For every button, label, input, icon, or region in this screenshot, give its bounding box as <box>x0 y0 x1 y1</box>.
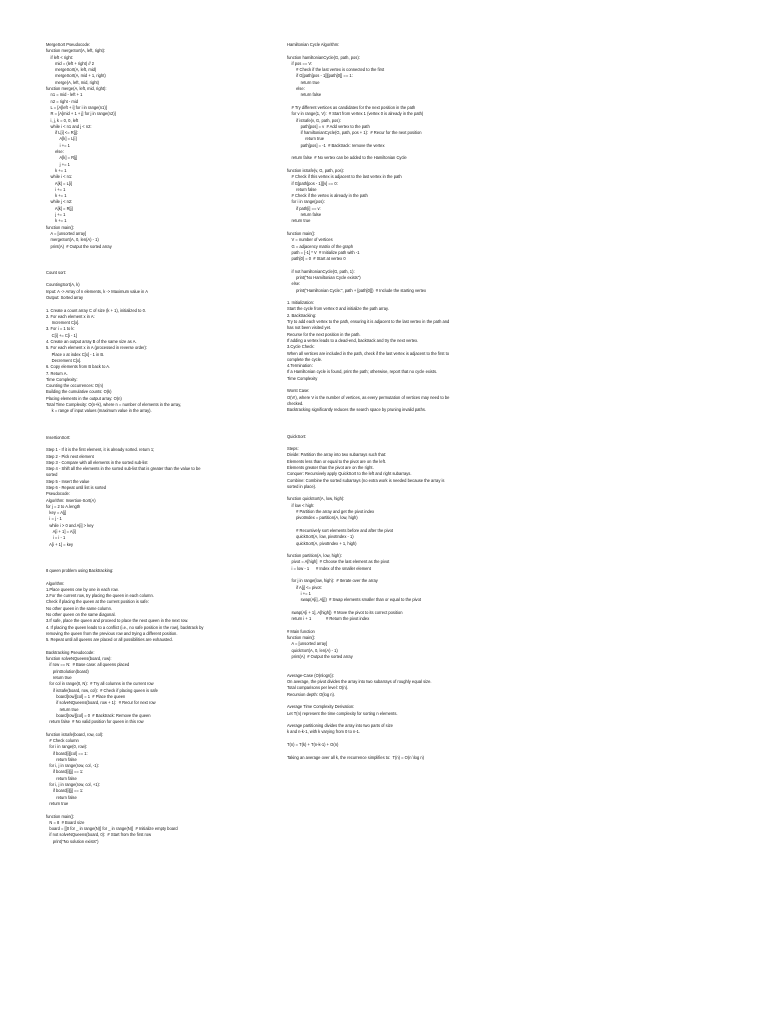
text-line: T(n) = T(k) + T(n-k-1) + O(n) <box>287 742 339 748</box>
text-line: return true <box>46 706 79 712</box>
text-line: Average partitioning divides the array into two parts of size <box>287 723 393 729</box>
text-line: board[row][col] = 0 # Backtrack: Remove the queen <box>46 712 151 718</box>
text-line: 2.For the current row, try placing the queen in each column. <box>46 593 154 599</box>
text-line: When all vertices are included in the path, check if the last vertex is adjacent to the first to <box>287 350 450 356</box>
text-line: return true <box>287 79 320 85</box>
text-line: merge(A, left, mid, right) <box>46 79 100 85</box>
text-line: removing the queen from the previous row and trying a different position. <box>46 630 178 636</box>
text-line: Average-Case (O(nlogn)): <box>287 672 335 678</box>
text-line: Check if placing the queen at the current position is safe: <box>46 599 149 605</box>
text-line: # Check column <box>46 737 79 743</box>
text-line: print("No solution exists") <box>46 838 99 844</box>
text-line: n1 = mid - left + 1 <box>46 92 83 98</box>
text-line: j += 1 <box>46 161 70 167</box>
text-line: Building the cumulative counts: O(k) <box>46 389 112 395</box>
text-line: path[0] = 0 # Start at vertex 0 <box>287 256 346 262</box>
text-line: path = [-1] * V # Initialize path with -1 <box>287 249 360 255</box>
text-line: MergeSort Pseudocode: <box>46 42 91 47</box>
text-line: Recursion depth: O(log n). <box>287 691 336 697</box>
text-line: Let T(n) represent the time complexity for sorting n elements. <box>287 710 398 716</box>
text-line: k += 1 <box>46 167 67 173</box>
text-line: if board[i][col] == 1: <box>46 750 88 756</box>
text-line: pivotIndex = partition(A, low, high) <box>287 515 358 521</box>
text-line: 2. For each element x in A: <box>46 313 95 319</box>
text-line: On average, the pivot divides the array into two subarrays of roughly equal size. <box>287 679 432 685</box>
text-line: Step 2 - Pick next element <box>46 453 94 459</box>
text-line: function partition(A, low, high): <box>287 553 342 559</box>
text-line: A[i + 1] = key <box>46 541 74 547</box>
text-line: A[i + 1] = A[i] <box>46 529 76 535</box>
text-line: return false # No vertex can be added to the Hamiltonian Cycle <box>287 155 407 161</box>
text-line: function main(): <box>46 813 75 819</box>
text-line: pivot = A[high] # Choose the last element as the pivot <box>287 559 390 565</box>
text-line: i = low - 1 # Index of the smaller element <box>287 565 371 571</box>
text-line: i += 1 <box>46 186 66 192</box>
text-line: # Partition the array and get the pivot index <box>287 509 375 515</box>
text-line: QuickSort: <box>287 433 307 439</box>
text-line: # Main function <box>287 628 315 634</box>
text-line: Taking an average over all k, the recurrence simplifies to: T(n) = O(n \log n) <box>287 754 425 760</box>
text-section <box>46 568 284 845</box>
text-line: board = [[0 for _ in range(N)] for _ in range(N)] # Initialize empty board <box>46 826 178 832</box>
text-line: i, j, k = 0, 0, left <box>46 117 79 123</box>
text-line: i = j - 1 <box>46 516 62 522</box>
text-line: 2. Backtracking: <box>287 312 317 318</box>
section-spacer <box>46 548 284 568</box>
text-line: return false # No valid position for queen in this row <box>46 719 144 725</box>
text-line: for v in range(1, V): # Start from vertex 1 (vertex 0 is already in the path) <box>287 111 424 117</box>
text-line: # Check if the last vertex is connected to the first <box>287 67 385 73</box>
text-line: Time Complexity: <box>46 376 78 382</box>
text-line: sorted <box>46 472 58 478</box>
text-line: for j = 2 to A.length <box>46 503 81 509</box>
text-line: Increment C[x]. <box>46 320 80 326</box>
text-line: while i < n1 and j < n2: <box>46 123 92 129</box>
text-line: k = range of input values (maximum value in the array). <box>46 408 152 414</box>
text-line: while j < n2: <box>46 199 73 205</box>
text-line: function merge(A, left, mid, right): <box>46 86 107 92</box>
text-line: return i + 1 # Return the pivot index <box>287 616 370 622</box>
text-line: CountingSort(A, k) <box>46 282 80 288</box>
text-line: has not been visited yet. <box>287 325 332 331</box>
text-section <box>287 434 525 761</box>
text-line: 1.Place queens one by one in each row. <box>46 586 119 592</box>
text-line: R = [A[mid + 1 + j] for j in range(n2)] <box>46 111 116 117</box>
text-line: if G[path[pos - 1]][v] == 0: <box>287 180 338 186</box>
text-line: 4. If placing the queen leads to a conflict (i.e., no safe position in the row), backtrack by <box>46 624 204 630</box>
text-line: 1. Initialization: <box>287 300 315 306</box>
text-line: Decrement C[x]. <box>46 357 82 363</box>
text-line: function main(): <box>287 635 316 641</box>
text-line: printSolution(board) <box>46 668 89 674</box>
text-line: 3.Cycle Check: <box>287 344 315 350</box>
text-line: else: <box>287 281 301 287</box>
text-line: V = number of vertices <box>287 237 333 243</box>
text-line: C[i] += C[i - 1] <box>46 332 77 338</box>
text-line: j += 1 <box>46 212 66 218</box>
text-line: Combine: Combine the sorted subarrays (no extra work is needed because the array is <box>287 477 445 483</box>
text-line: A[k] = L[i] <box>46 180 73 186</box>
text-line: Output: Sorted array <box>46 294 84 300</box>
text-line: 5. For each element x in A (processed in reverse order): <box>46 345 148 351</box>
text-line: quickSort(A, 0, len(A) - 1) <box>287 647 338 653</box>
text-line: Step 5 - Insert the value <box>46 478 90 484</box>
text-line: if row == N: # Base case: all queens placed <box>46 662 130 668</box>
right-column <box>287 42 525 761</box>
text-line: Average Time Complexity Derivation: <box>287 704 355 710</box>
text-line: for j in range(low, high): # Iterate over the array <box>287 578 378 584</box>
text-line: 4. Create an output array B of the same size as A. <box>46 339 137 345</box>
text-line: mergeSort(A, left, mid) <box>46 67 97 73</box>
text-line: while i > 0 and A[i] > key <box>46 522 94 528</box>
text-line: No other queen on the same diagonal. <box>46 612 116 618</box>
text-line: k and n-k-1, with k varying from 0 to n-1. <box>287 729 361 735</box>
text-section <box>287 42 525 414</box>
text-line: 3.If safe, place the queen and proceed to place the next queen in the next row. <box>46 618 189 624</box>
text-line: Place x at index C[x] - 1 in B. <box>46 351 105 357</box>
text-line: if isSafe(board, row, col): # Check if placing queen is safe <box>46 687 158 693</box>
text-line: 6. Copy elements from B back to A. <box>46 364 111 370</box>
text-line: Step 1 - If it is the first element, it is already sorted. return 1; <box>46 447 155 453</box>
text-line: 7. Return A. <box>46 370 68 376</box>
text-line: if path[i] == v: <box>287 205 321 211</box>
text-line: return false <box>287 92 322 98</box>
text-line: return false <box>46 775 77 781</box>
text-line: function isSafe(board, row, col): <box>46 731 104 737</box>
text-line: A[k] = L[i] <box>46 136 77 142</box>
text-line: print(A) # Output the sorted array <box>287 653 353 659</box>
text-line: Step 3 - Compare with all elements in the sorted sub-list <box>46 459 148 465</box>
text-line: function mergeSort(A, left, right): <box>46 48 106 54</box>
text-line: # Try different vertices as candidates for the next position in the path <box>287 104 416 110</box>
text-line: Hamiltonian Cycle Algorithm: <box>287 42 340 47</box>
text-line: sorted in place). <box>287 483 317 489</box>
text-line: function main(): <box>46 224 75 230</box>
text-line: n2 = right - mid <box>46 98 78 104</box>
text-line: if solveNQueens(board, row + 1): # Recur for next row <box>46 700 156 706</box>
text-section <box>46 435 284 548</box>
text-line: i = i - 1 <box>46 535 66 541</box>
left-column <box>46 42 284 845</box>
text-line: function hamiltonianCycle(G, path, pos): <box>287 54 360 60</box>
text-line: k += 1 <box>46 193 67 199</box>
text-line: Algorithm: Insertion-Sort(A) <box>46 497 96 503</box>
text-line: for i, j in range(row, col, +1): <box>46 782 101 788</box>
text-line: 3. For i = 1 to k: <box>46 326 75 332</box>
text-line: quickSort(A, pivotIndex + 1, high) <box>287 540 357 546</box>
text-line: Elements greater than the pivot are on the right. <box>287 465 374 470</box>
text-line: Total Time Complexity: O(n+k), where n = number of elements in the array, <box>46 402 182 408</box>
text-line: Elements less than or equal to the pivot are on the left. <box>287 458 386 464</box>
text-line: If a Hamiltonian cycle is found, print the path; otherwise, report that no cycle exists. <box>287 369 438 375</box>
text-line: mid = (left + right) // 2 <box>46 60 95 66</box>
text-line: if A[j] <= pivot: <box>287 584 322 590</box>
text-line: if hamiltonianCycle(G, path, pos + 1): # Recur for the next position <box>287 130 422 136</box>
text-line: A[k] = R[j] <box>46 205 73 211</box>
text-line: i += 1 <box>287 590 311 596</box>
text-line: quickSort(A, low, pivotIndex - 1) <box>287 534 354 540</box>
text-line: print(A) # Output the sorted array <box>46 243 112 249</box>
text-line: Input: A -> Array of n elements, k -> Maximum value in A <box>46 288 148 294</box>
text-line: Recurse for the next position in the path. <box>287 331 361 337</box>
text-line: function quickSort(A, low, high): <box>287 496 345 502</box>
text-line: O(V!), where V is the number of vertices, as every permutation of vertices may need to be <box>287 394 450 400</box>
text-line: Steps: <box>287 446 299 452</box>
text-line: Step 6 - Repeat until list is sorted <box>46 485 107 490</box>
text-line: Backtracking significantly reduces the search space by pruning invalid paths. <box>287 407 427 413</box>
text-line: A[k] = R[j] <box>46 155 78 161</box>
text-line: for i in range(0, row): <box>46 744 88 750</box>
text-line: return true <box>46 800 69 806</box>
text-line: G = adjacency matrix of the graph <box>287 243 354 249</box>
text-line: Algorithm: <box>46 580 65 586</box>
text-line: path[pos] = -1 # Backtrack: remove the vertex <box>287 142 385 148</box>
text-line: return false <box>46 794 77 800</box>
text-line: if left < right: <box>46 54 73 60</box>
text-line: for col in range(0, N): # Try all columns in the current row <box>46 681 154 687</box>
text-line: # Check if this vertex is adjacent to the last vertex in the path <box>287 174 402 180</box>
text-line: print("Hamiltonian Cycle:", path + [path[0]]) # Include the starting vertex <box>287 287 427 293</box>
text-line: key = A[j] <box>46 510 67 516</box>
section-spacer <box>46 415 284 435</box>
text-line: function isSafe(v, G, path, pos): <box>287 167 345 173</box>
text-line: Start the cycle from vertex 0 and initialize the path array. <box>287 306 389 312</box>
text-line: return false <box>287 212 322 218</box>
text-line: for i in range(pos): <box>287 199 325 205</box>
text-line: return true <box>46 675 72 681</box>
text-line: checked. <box>287 400 304 406</box>
text-line: if not solveNQueens(board, 0): # Start from the first row <box>46 832 152 838</box>
text-line: else: <box>287 86 305 92</box>
text-line: Total comparisons per level: O(n). <box>287 685 349 691</box>
text-line: # Check if the vertex is already in the path <box>287 193 368 199</box>
text-line: Counting the occurrences: O(n) <box>46 383 104 389</box>
text-line: mergeSort(A, 0, len(A) - 1) <box>46 237 99 243</box>
text-line: while i < n1: <box>46 174 73 180</box>
text-line: if pos == V: <box>287 60 313 66</box>
section-spacer <box>46 250 284 270</box>
text-line: if G[path[pos - 1]][path[0]] == 1: <box>287 73 353 79</box>
text-line: # Recursively sort elements before and after the pivot <box>287 527 394 533</box>
text-line: L = [A[left + i] for i in range(n1)] <box>46 104 107 110</box>
text-line: Time Complexity <box>287 375 318 381</box>
text-line: function solveNQueens(board, row): <box>46 656 112 662</box>
text-line: No other queen in the same column. <box>46 605 112 611</box>
text-line: return false <box>46 756 77 762</box>
text-line: return true <box>287 218 311 224</box>
text-line: A = [unsorted array] <box>46 230 87 236</box>
text-line: return true <box>287 136 325 142</box>
text-line: Try to add each vertex to the path, ensuring it is adjacent to the last vertex in the path and <box>287 319 450 325</box>
text-line: 5. Repeat until all queens are placed or all possibilities are exhausted. <box>46 637 173 643</box>
text-line: Worst Case: <box>287 388 310 394</box>
text-line: mergeSort(A, mid + 1, right) <box>46 73 106 79</box>
text-line: 1. Create a count array C of size (k + 1), initialized to 0. <box>46 307 147 313</box>
text-line: swap(A[i], A[j]) # Swap elements smaller than or equal to the pivot <box>287 597 422 603</box>
text-line: for i, j in range(row, col, -1): <box>46 763 100 769</box>
text-line: if board[i][j] == 1: <box>46 788 84 794</box>
text-section <box>46 42 284 250</box>
text-section <box>46 270 284 415</box>
text-line: if not hamiltonianCycle(G, path, 1): <box>287 268 355 274</box>
text-line: Count sort: <box>46 269 67 275</box>
text-line: if board[i][j] == 1: <box>46 769 84 775</box>
section-spacer <box>287 414 525 434</box>
text-line: InsertionSort: <box>46 434 71 440</box>
text-line: A = [unsorted array] <box>287 641 328 647</box>
text-line: Conquer: Recursively apply QuickSort to the left and right subarrays. <box>287 471 412 477</box>
text-line: Pseudocode: <box>46 491 70 497</box>
text-line: if L[i] <= R[j]: <box>46 130 79 136</box>
text-line: if isSafe(v, G, path, pos): <box>287 117 341 123</box>
text-line: 4.Termination: <box>287 363 313 369</box>
text-line: swap(A[i + 1], A[high]) # Move the pivot to its correct position <box>287 609 403 615</box>
text-line: path[pos] = v # Add vertex to the path <box>287 123 370 129</box>
text-line: complete the cycle. <box>287 356 323 362</box>
text-line: Step 4 - Shift all the elements in the sorted sub-list that is greater than the value to be <box>46 466 201 472</box>
text-line: If adding a vertex leads to a dead-end, backtrack and try the next vertex. <box>287 337 419 343</box>
text-line: N = 8 # Board size <box>46 819 85 825</box>
text-line: Placing elements in the output array: O(n) <box>46 395 122 401</box>
text-line: return false <box>287 186 317 192</box>
text-line: Divide: Partition the array into two subarrays such that: <box>287 452 387 458</box>
text-line: if low < high: <box>287 502 315 508</box>
text-line: k += 1 <box>46 218 67 224</box>
text-line: print("No Hamiltonian Cycle exists") <box>287 274 361 280</box>
text-line: else: <box>46 149 64 155</box>
text-line: board[row][col] = 1 # Place the queen <box>46 693 126 699</box>
text-line: function main(): <box>287 230 316 236</box>
text-line: 8 queen problem using Backtracking: <box>46 567 114 573</box>
text-line: i += 1 <box>46 142 70 148</box>
text-line: Backtracking Pseudocode: <box>46 649 95 655</box>
